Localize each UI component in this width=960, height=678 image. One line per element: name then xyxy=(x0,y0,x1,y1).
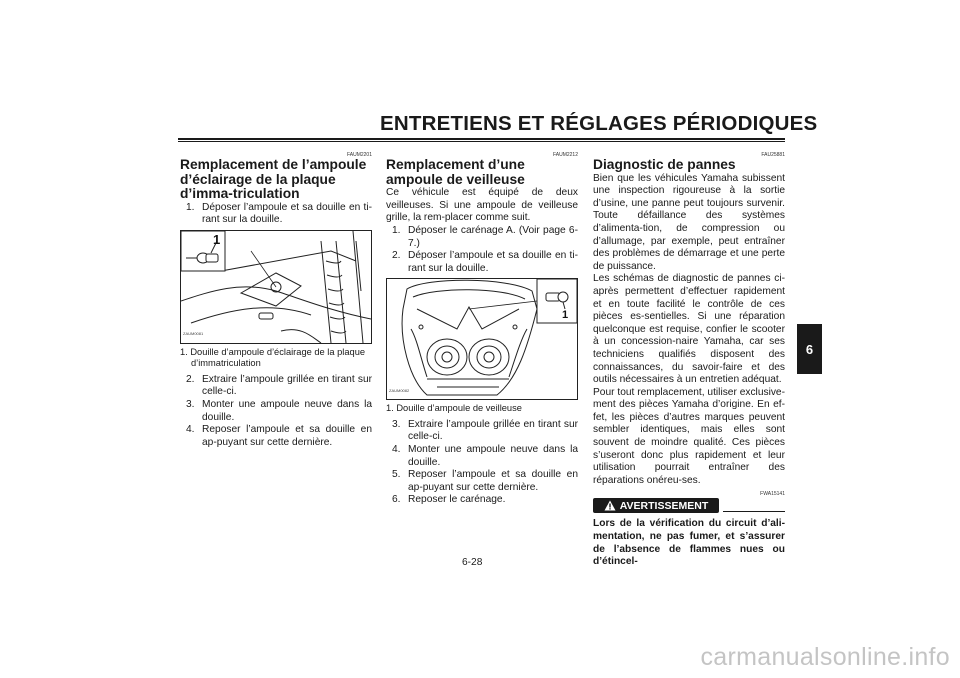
header-rule xyxy=(178,138,785,140)
watermark[interactable]: carmanualsonline.info xyxy=(700,643,950,671)
steps-list xyxy=(386,419,578,507)
steps-list xyxy=(386,225,578,275)
figure-code: ZAUM0081 xyxy=(183,331,204,337)
section-heading: Remplacement d’une ampoule de veilleuse xyxy=(386,157,525,187)
section-intro: Ce véhicule est équipé de deux veilleuses. Si une ampoule de veilleuse grille, la rem-placer comme suit. xyxy=(386,187,578,224)
header-rule-thin xyxy=(178,141,785,142)
list-item: 3. Monter une ampoule neuve dans la douille. xyxy=(186,398,372,423)
column-license-light xyxy=(180,152,372,449)
warning-code: FWA15141 xyxy=(760,491,785,498)
paragraph: Les schémas de diagnostic de pannes ci-après permettent d’effectuer rapidement et en toute facilité le contrôle de ces pièces es-sentielles. Si une réparation quelconque est requise, confier le scooter à un concession-naire Yamaha, car ses techniciens qualifiés disposent des connaissances, du savoir-faire et des outils nécessaires à un entretien adéquat. xyxy=(593,273,785,386)
list-item: 5. Reposer l’ampoule et sa douille en ap-puyant sur cette dernière. xyxy=(392,469,578,493)
list-item: 3. Extraire l’ampoule grillée en tirant sur celle-ci. xyxy=(392,418,578,443)
warning-label: AVERTISSEMENT xyxy=(619,499,709,512)
section-heading: Remplacement de l’ampoule d’éclairage de la plaque d’imma-triculation xyxy=(180,157,367,202)
license-light-figure xyxy=(180,230,372,344)
page-header-title: ENTRETIENS ET RÉGLAGES PÉRIODIQUES xyxy=(380,112,818,135)
list-item: 1. Déposer l’ampoule et sa douille en ti-rant sur la douille. xyxy=(186,201,372,226)
figure-code: ZAUM0082 xyxy=(389,387,410,393)
warning-text: Lors de la vérification du circuit d’ali-mentation, ne pas fumer, et s’assurer de l’absence de flammes nues ou d’étincel- xyxy=(593,518,785,568)
column-troubleshooting xyxy=(593,152,785,569)
warning-header xyxy=(593,498,785,513)
steps-list xyxy=(180,374,372,450)
list-item: 4. Reposer l’ampoule et sa douille en ap-puyant sur cette dernière. xyxy=(186,424,372,448)
steps-list xyxy=(180,202,372,227)
paragraph: Pour tout remplacement, utiliser exclusive-ment des pièces Yamaha d’origine. En ef-fet, les pièces d’autres marques peuvent sembler identiques, mais elles sont souvent de moindre qualité. Ces pièces s’useront donc plus rapidement et leur utilisation pourrait entraîner des réparations onéreu-ses. xyxy=(593,386,785,486)
headlight-cowling-illustration xyxy=(387,279,577,399)
figure-caption: 1. Douille d’ampoule de veilleuse xyxy=(386,403,522,414)
section-code: FAU25881 xyxy=(761,152,785,158)
auxiliary-light-figure xyxy=(386,278,578,400)
license-light-illustration xyxy=(181,231,371,343)
list-item: 2. Déposer l’ampoule et sa douille en ti-rant sur la douille. xyxy=(392,250,578,274)
page-number: 6-28 xyxy=(462,557,483,568)
figure-callout-label: 1 xyxy=(213,231,221,247)
section-heading: Diagnostic de pannes xyxy=(593,157,736,172)
column-auxiliary-light xyxy=(386,152,578,507)
section-code: FAUM2201 xyxy=(346,152,372,158)
figure-caption: 1. Douille d’ampoule d’éclairage de la plaque d’immatriculation xyxy=(180,346,366,369)
list-item: 1. Déposer le carénage A. (Voir page 6-7.) xyxy=(392,224,578,249)
warning-rule xyxy=(723,511,785,512)
figure-callout-label: 1 xyxy=(562,309,569,322)
list-item: 4. Monter une ampoule neuve dans la douille. xyxy=(392,443,578,468)
list-item: 6. Reposer le carénage. xyxy=(392,494,506,506)
warning-badge xyxy=(593,498,719,513)
paragraph: Bien que les véhicules Yamaha subissent une inspection rigoureuse à la sortie d’usine, une panne peut toujours survenir. Toute défaillance des systèmes d’alimenta-tion, de compression ou d’allumage, par exemple, peut entraîner des problèmes de démarrage et une perte de puissance. xyxy=(593,172,785,272)
warning-triangle-icon xyxy=(604,500,616,511)
chapter-tab[interactable]: 6 xyxy=(797,324,822,374)
list-item: 2. Extraire l’ampoule grillée en tirant sur celle-ci. xyxy=(186,373,372,398)
section-code: FAUM2212 xyxy=(552,152,578,158)
